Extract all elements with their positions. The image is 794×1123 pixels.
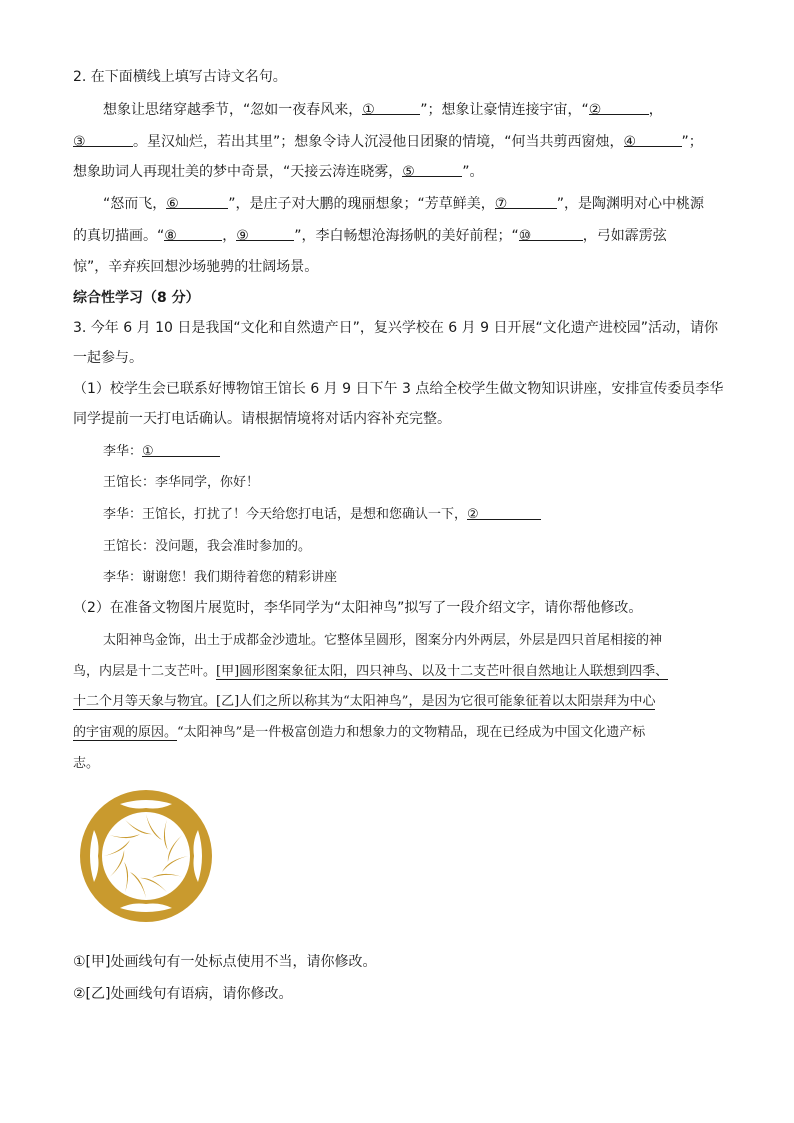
q3-sub2-stem: （2）在准备文物图片展览时，李华同学为“太阳神鸟”拟写了一段介绍文字，请你帮他修改。 (73, 600, 643, 616)
intro-text-line-3: 十二个月等天象与物宜。[乙]人们之所以称其为“太阳神鸟”，是因为它很可能象征着以太阳崇拜为中心 (73, 694, 656, 709)
dialog-blank-1[interactable]: ① (142, 442, 220, 457)
answer-blank-4[interactable]: ④ (624, 132, 682, 147)
intro-text-line-2: 鸟，内层是十二支芒叶。[甲]圆形图案象征太阳，四只神鸟、以及十二支芒叶很自然地让人联想到四季、 (73, 664, 669, 679)
q2-text: 想象让思绪穿越季节，“忽如一夜春风来， (103, 102, 363, 118)
sun-bird-gold-ornament (80, 790, 212, 922)
intro-text-line-4: 的宇宙观的原因。“太阳神鸟”是一件极富创造力和想象力的文物精品，现在已经成为中国文化遗产标 (73, 725, 646, 740)
answer-blank-3[interactable]: ③ (73, 132, 133, 147)
dialog-blank-2[interactable]: ② (467, 505, 541, 520)
dialog-line-5: 李华：谢谢您！我们期待着您的精彩讲座 (103, 570, 338, 585)
intro-text-line-5: 志。 (73, 756, 100, 771)
answer-blank-8[interactable]: ⑧ (164, 226, 222, 241)
answer-blank-1[interactable]: ① (362, 100, 420, 115)
q2-line-2: ③ 。星汉灿烂，若出其里”；想象令诗人沉浸他日团聚的情境，“何当共剪西窗烛，④ ”； (73, 134, 703, 150)
q2-line-1: 想象让思绪穿越季节，“忽如一夜春风来，① ”；想象让豪情连接宇宙，“② ， (103, 102, 663, 118)
dialog-line-4: 王馆长：没问题，我会准时参加的。 (103, 539, 312, 554)
answer-blank-5[interactable]: ⑤ (402, 162, 462, 177)
q3-sub1-line-2: 同学提前一天打电话确认。请根据情境将对话内容补充完整。 (73, 411, 451, 427)
q2-line-6: 惊”，辛弃疾回想沙场驰骋的壮阔场景。 (73, 259, 319, 275)
answer-blank-2[interactable]: ② (589, 100, 649, 115)
q2-stem: 2. 在下面横线上填写古诗文名句。 (73, 69, 287, 85)
underlined-sentence-jia: [甲]圆形图案象征太阳，四只神鸟、以及十二支芒叶很自然地让人联想到四季、 (216, 664, 669, 679)
dialog-line-2: 王馆长：李华同学，你好！ (103, 475, 260, 490)
dialog-line-3: 李华：王馆长，打扰了！今天给您打电话，是想和您确认一下，② (103, 505, 541, 525)
sub-question-2: ②[乙]处画线句有语病，请你修改。 (73, 986, 293, 1002)
q2-line-4: “怒而飞，⑥ ”，是庄子对大鹏的瑰丽想象；“芳草鲜美，⑦ ”，是陶渊明对心中桃源 (103, 196, 705, 212)
answer-blank-6[interactable]: ⑥ (166, 194, 228, 209)
sub-question-1: ①[甲]处画线句有一处标点使用不当，请你修改。 (73, 954, 377, 970)
answer-blank-9[interactable]: ⑨ (236, 226, 294, 241)
q2-line-5: 的真切描画。“⑧ ，⑨ ”，李白畅想沧海扬帆的美好前程；“⑩ ，弓如霹雳弦 (73, 228, 667, 244)
dialog-line-1: 李华：① (103, 442, 220, 462)
underlined-sentence-yi: [乙]人们之所以称其为“太阳神鸟”，是因为它很可能象征着以太阳崇拜为中心 (216, 694, 656, 709)
q3-sub1-line-1: （1）校学生会已联系好博物馆王馆长 6 月 9 日下午 3 点给全校学生做文物知识讲座，安排宣传委员李华 (73, 381, 724, 397)
section-title: 综合性学习（8 分） (73, 290, 200, 306)
q2-line-3: 想象助词人再现壮美的梦中奇景，“天接云涛连晓雾，⑤ ”。 (73, 164, 484, 180)
answer-blank-7[interactable]: ⑦ (495, 194, 557, 209)
q3-stem-line-1: 3. 今年 6 月 10 日是我国“文化和自然遗产日”，复兴学校在 6 月 9 日开展“文化遗产进校园”活动，请你 (73, 320, 718, 336)
intro-text-line-1: 太阳神鸟金饰，出土于成都金沙遗址。它整体呈圆形，图案分内外两层，外层是四只首尾相接的神 (103, 633, 663, 648)
answer-blank-10[interactable]: ⑩ (519, 226, 583, 241)
q3-stem-line-2: 一起参与。 (73, 350, 143, 366)
